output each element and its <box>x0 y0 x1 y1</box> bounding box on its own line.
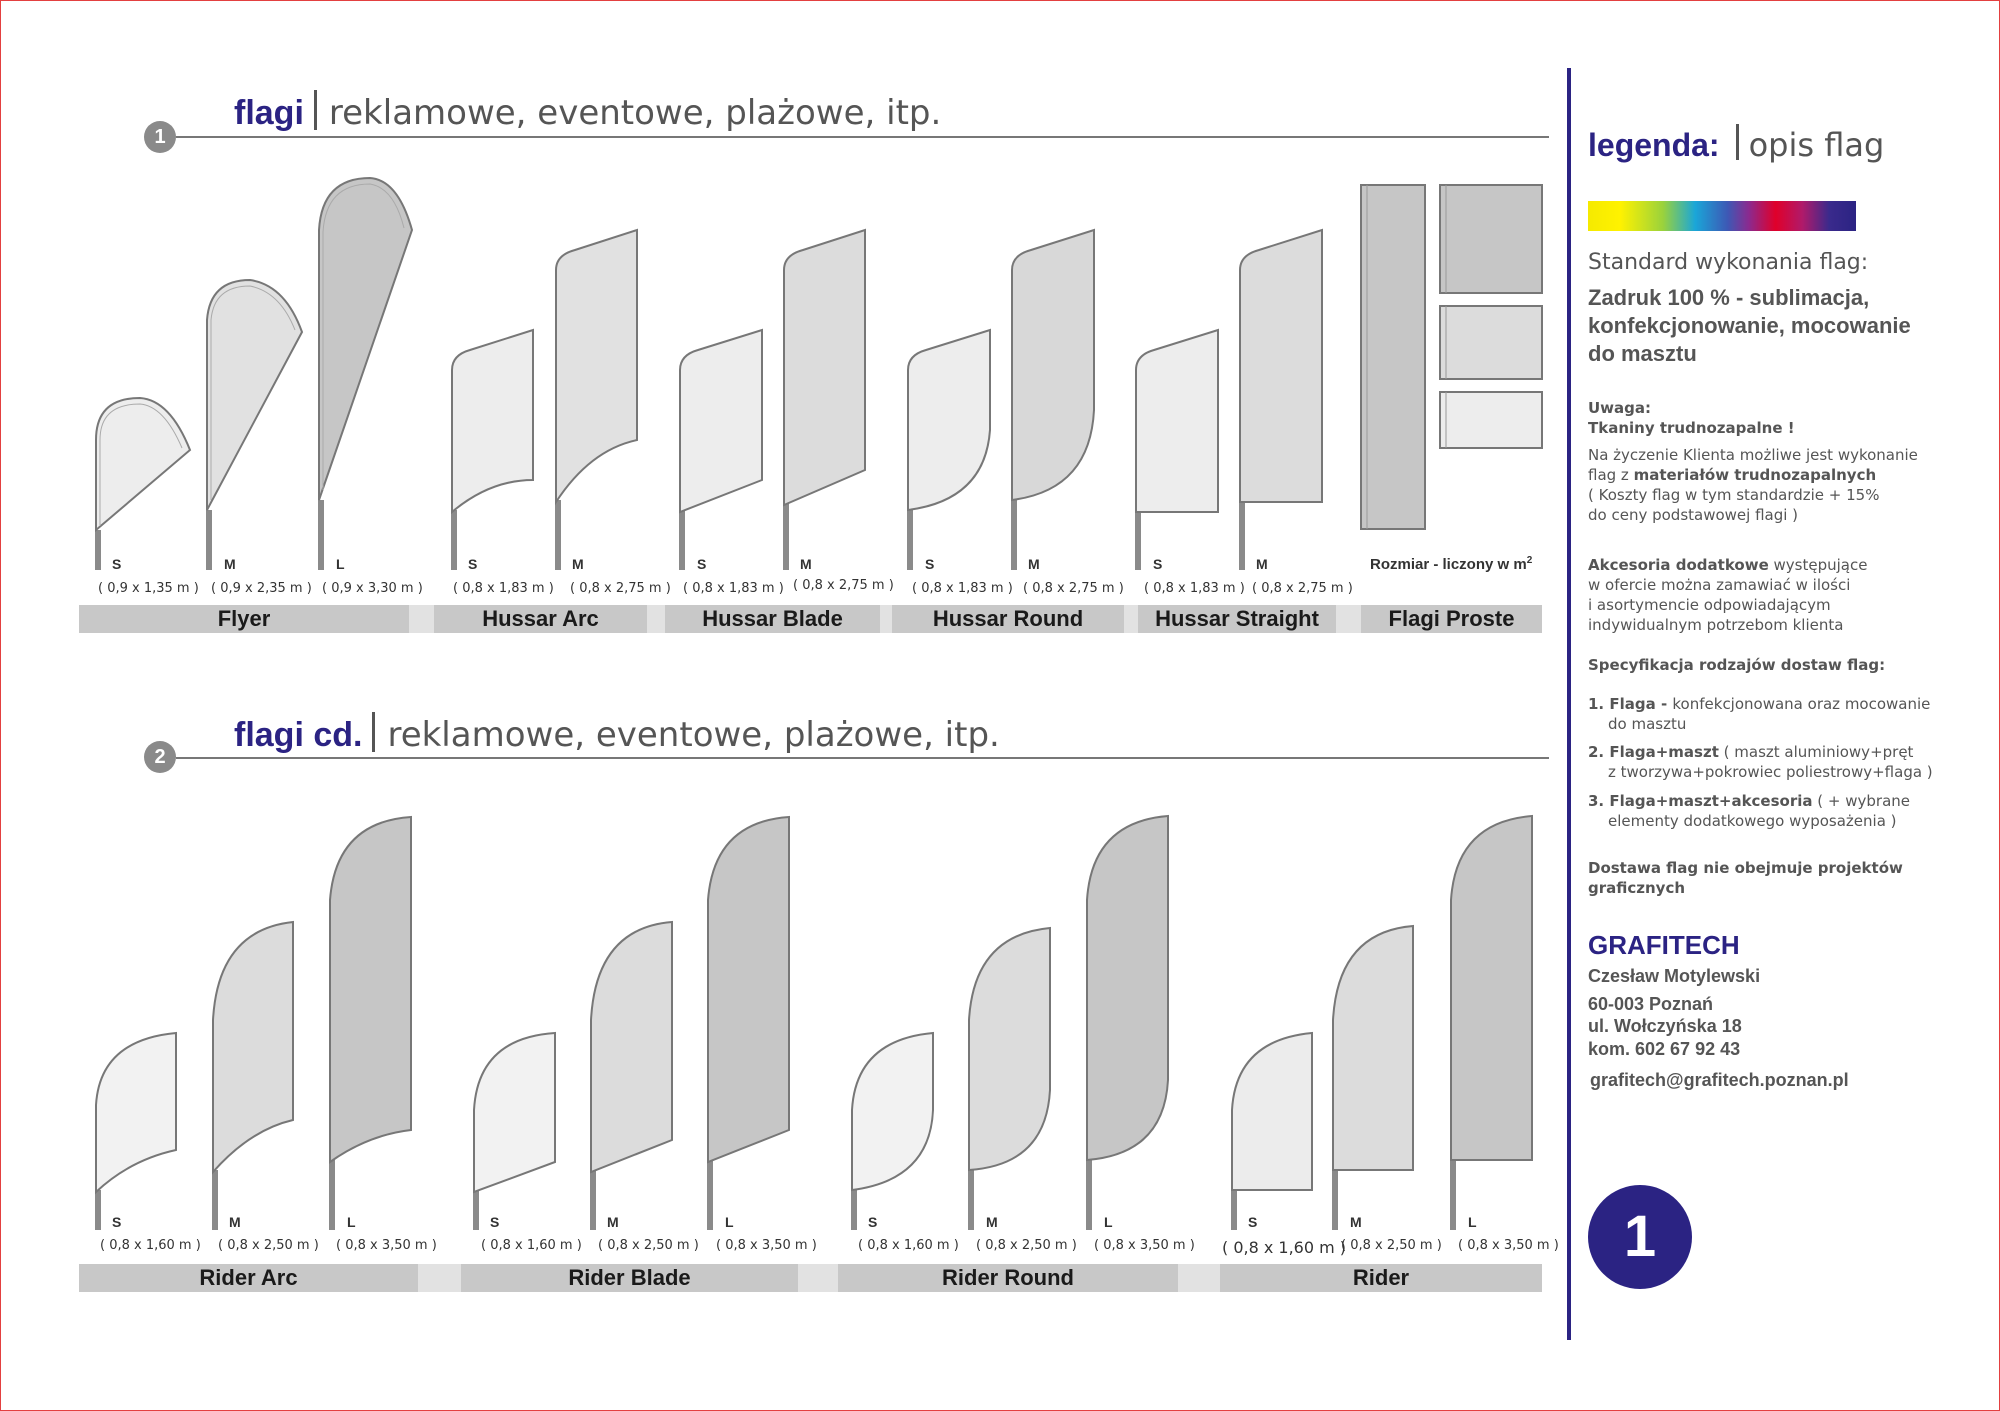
size-dimensions: ( 0,8 x 2,50 m ) <box>218 1238 319 1253</box>
delivery-spec-rest: ( + wybrane <box>1812 792 1911 810</box>
category-label-flyer: Flyer <box>79 605 409 633</box>
uwaga-line-strong: materiałów trudnozapalnych <box>1633 466 1877 484</box>
size-letter: L <box>347 1214 356 1230</box>
rider-flag-s <box>1232 1033 1312 1190</box>
size-dimensions: ( 0,8 x 2,75 m ) <box>1023 581 1124 596</box>
size-dimensions: ( 0,8 x 1,83 m ) <box>912 581 1013 596</box>
fire-resistant-note: Tkaniny trudnozapalne ! <box>1588 419 1795 437</box>
standard-label: Standard wykonania flag: <box>1588 250 1869 275</box>
legend-divider <box>1567 68 1571 1340</box>
size-letter: S <box>1153 556 1163 572</box>
size-letter: L <box>725 1214 734 1230</box>
section-number-badge: 2 <box>144 741 176 773</box>
contact-email[interactable]: grafitech@grafitech.poznan.pl <box>1590 1070 1849 1090</box>
flag-pole <box>1239 500 1245 570</box>
hussar-straight-flag-m <box>1240 230 1322 502</box>
category-label-rider: Rider <box>1220 1264 1542 1292</box>
delivery-spec-title: Specyfikacja rodzajów dostaw flag: <box>1588 656 1886 674</box>
delivery-spec-rest: ( maszt aluminiowy+pręt <box>1718 743 1914 761</box>
contact-postal: 60-003 Poznań <box>1588 994 1714 1014</box>
delivery-note-line: Dostawa flag nie obejmuje projektów <box>1588 859 1903 877</box>
size-note-text: Rozmiar - liczony w m <box>1370 556 1527 573</box>
uwaga-line <box>1588 465 1933 485</box>
delivery-note <box>1588 858 1933 898</box>
delivery-spec-cont: elementy dodatkowego wyposażenia ) <box>1608 812 1897 830</box>
straight-flag-vertical <box>1361 185 1425 529</box>
flag-pole <box>707 1160 713 1230</box>
size-letter: S <box>1248 1214 1258 1230</box>
contact-person: Czesław Motylewski <box>1588 966 1761 986</box>
accessories-line: i asortymencie odpowiadającym <box>1588 596 1831 614</box>
size-note <box>1370 555 1532 573</box>
category-separator <box>1178 1264 1220 1292</box>
delivery-spec-rest: konfekcjonowana oraz mocowanie <box>1672 695 1931 713</box>
size-dimensions: ( 0,8 x 1,83 m ) <box>683 581 784 596</box>
hussar-blade-flag-m <box>784 230 865 505</box>
straight-flag-medium <box>1440 306 1542 379</box>
category-label-rider-round: Rider Round <box>838 1264 1178 1292</box>
uwaga-line: Na życzenie Klienta możliwe jest wykonanie <box>1588 446 1918 464</box>
category-separator <box>798 1264 838 1292</box>
accessories-strong: Akcesoria dodatkowe <box>1588 556 1769 574</box>
rider-arc-flag-s <box>96 1033 176 1192</box>
size-dimensions: ( 0,8 x 2,50 m ) <box>976 1238 1077 1253</box>
size-letter: M <box>224 556 236 572</box>
flag-pole <box>206 510 212 570</box>
print-standard-line3: do masztu <box>1588 341 1697 366</box>
flag-pole <box>329 1160 335 1230</box>
rider-blade-flag-l <box>708 817 789 1162</box>
size-dimensions: ( 0,8 x 2,50 m ) <box>1341 1238 1442 1253</box>
size-dimensions: ( 0,9 x 3,30 m ) <box>322 581 423 596</box>
category-separator <box>1336 605 1361 633</box>
hussar-arc-flag-s <box>452 330 533 512</box>
accessories-rest: występujące <box>1768 556 1868 574</box>
uwaga-line: ( Koszty flag w tym standardzie + 15% <box>1588 486 1880 504</box>
delivery-spec-strong: 2. Flaga+maszt <box>1588 743 1719 761</box>
rider-arc-flag-l <box>330 817 411 1162</box>
size-letter: S <box>697 556 707 572</box>
flag-pole <box>318 500 324 570</box>
size-letter: M <box>800 556 812 572</box>
size-letter: L <box>1468 1214 1477 1230</box>
hussar-round-flag-m <box>1012 230 1094 500</box>
category-label-rider-arc: Rider Arc <box>79 1264 418 1292</box>
category-separator <box>418 1264 461 1292</box>
size-letter: S <box>868 1214 878 1230</box>
size-letter: M <box>1256 556 1268 572</box>
accessories-line: w ofercie można zamawiać w ilości <box>1588 576 1851 594</box>
uwaga-text <box>1588 445 1933 525</box>
size-note-sup: 2 <box>1526 555 1533 566</box>
page-number-badge: 1 <box>1588 1185 1692 1289</box>
legend-title-strong: legenda: <box>1588 127 1720 163</box>
size-letter: M <box>1028 556 1040 572</box>
hussar-blade-flag-s <box>680 330 762 512</box>
size-letter: L <box>1104 1214 1113 1230</box>
category-separator <box>880 605 892 633</box>
size-dimensions: ( 0,8 x 3,50 m ) <box>716 1238 817 1253</box>
hussar-round-flag-s <box>908 330 990 510</box>
section-title-strong: flagi <box>234 94 304 132</box>
flag-pole <box>95 530 101 570</box>
color-gradient-bar <box>1588 201 1856 231</box>
flag-pole <box>851 1190 857 1230</box>
section-title-rest: reklamowe, eventowe, plażowe, itp. <box>387 715 1000 755</box>
size-letter: L <box>336 556 345 572</box>
category-label-hussar-blade: Hussar Blade <box>665 605 880 633</box>
delivery-spec-item <box>1588 791 1933 831</box>
rider-flag-l <box>1451 816 1532 1160</box>
size-dimensions: ( 0,8 x 2,75 m ) <box>570 581 671 596</box>
delivery-spec-item <box>1588 694 1933 734</box>
size-letter: M <box>607 1214 619 1230</box>
category-separator <box>409 605 434 633</box>
flag-pole <box>1231 1190 1237 1230</box>
hussar-straight-flag-s <box>1136 330 1218 512</box>
size-dimensions: ( 0,8 x 3,50 m ) <box>336 1238 437 1253</box>
delivery-spec-strong: 3. Flaga+maszt+akcesoria <box>1588 792 1813 810</box>
legend-title-rest: opis flag <box>1748 126 1885 164</box>
size-dimensions: ( 0,8 x 1,60 m ) <box>858 1238 959 1253</box>
delivery-spec-strong: 1. Flaga - <box>1588 695 1673 713</box>
contact-street: ul. Wołczyńska 18 <box>1588 1016 1742 1036</box>
rider-flag-m <box>1333 926 1413 1170</box>
category-separator <box>1124 605 1138 633</box>
size-dimensions: ( 0,8 x 1,60 m ) <box>1222 1238 1347 1257</box>
flag-pole <box>212 1170 218 1230</box>
delivery-spec-item <box>1588 742 1933 782</box>
section-title-rest: reklamowe, eventowe, plażowe, itp. <box>328 93 942 133</box>
uwaga-line-pre: flag z <box>1588 466 1634 484</box>
size-letter: S <box>112 1214 122 1230</box>
print-standard-line2: konfekcjonowanie, mocowanie <box>1588 313 1911 338</box>
size-dimensions: ( 0,8 x 1,83 m ) <box>453 581 554 596</box>
size-dimensions: ( 0,8 x 1,60 m ) <box>481 1238 582 1253</box>
straight-flag-large <box>1440 185 1542 293</box>
flag-pole <box>968 1170 974 1230</box>
category-label-hussar-round: Hussar Round <box>892 605 1124 633</box>
category-label-hussar-arc: Hussar Arc <box>434 605 647 633</box>
flag-pole <box>1450 1160 1456 1230</box>
title-divider <box>1736 124 1739 160</box>
hussar-arc-flag-m <box>556 230 637 502</box>
size-letter: M <box>986 1214 998 1230</box>
category-label-rider-blade: Rider Blade <box>461 1264 798 1292</box>
print-standard-strong: Zadruk 100 % <box>1588 285 1730 310</box>
size-letter: S <box>490 1214 500 1230</box>
flag-pole <box>907 510 913 570</box>
delivery-note-line: graficznych <box>1588 879 1686 897</box>
flyer-flag-l <box>319 178 412 500</box>
category-separator <box>647 605 665 633</box>
flag-pole <box>783 500 789 570</box>
flag-pole <box>555 500 561 570</box>
section-number-badge: 1 <box>144 121 176 153</box>
size-letter: S <box>112 556 122 572</box>
flag-pole <box>1086 1160 1092 1230</box>
size-dimensions: ( 0,9 x 1,35 m ) <box>98 581 199 596</box>
uwaga-label: Uwaga: <box>1588 399 1652 417</box>
flag-pole <box>1332 1170 1338 1230</box>
company-name: GRAFITECH <box>1588 930 1740 960</box>
rider-arc-flag-m <box>213 922 293 1172</box>
contact-phone: kom. 602 67 92 43 <box>1588 1039 1741 1059</box>
delivery-spec-cont: do masztu <box>1608 715 1687 733</box>
size-dimensions: ( 0,9 x 2,35 m ) <box>211 581 312 596</box>
print-standard <box>1588 284 1933 368</box>
print-standard-rest: - sublimacja, <box>1729 285 1870 310</box>
legend-title <box>1588 124 1884 164</box>
straight-flag-small <box>1440 392 1542 448</box>
category-label-hussar-straight: Hussar Straight <box>1138 605 1336 633</box>
uwaga-line: do ceny podstawowej flagi ) <box>1588 506 1799 524</box>
flag-pole <box>451 510 457 570</box>
flag-pole <box>473 1190 479 1230</box>
flag-pole <box>1135 510 1141 570</box>
size-dimensions: ( 0,8 x 1,60 m ) <box>100 1238 201 1253</box>
size-dimensions: ( 0,8 x 2,75 m ) <box>1252 581 1353 596</box>
size-dimensions: ( 0,8 x 1,83 m ) <box>1144 581 1245 596</box>
size-letter: S <box>925 556 935 572</box>
size-dimensions: ( 0,8 x 2,50 m ) <box>598 1238 699 1253</box>
category-label-flagi-proste: Flagi Proste <box>1361 605 1542 633</box>
size-letter: S <box>468 556 478 572</box>
flyer-flag-s <box>96 398 190 530</box>
size-letter: M <box>229 1214 241 1230</box>
flag-pole <box>1011 500 1017 570</box>
size-letter: M <box>1350 1214 1362 1230</box>
rider-blade-flag-s <box>474 1033 555 1192</box>
rider-round-flag-m <box>969 928 1050 1170</box>
delivery-spec-cont: z tworzywa+pokrowiec poliestrowy+flaga ) <box>1608 763 1933 781</box>
size-dimensions: ( 0,8 x 3,50 m ) <box>1094 1238 1195 1253</box>
rider-blade-flag-m <box>591 922 672 1172</box>
accessories-line: indywidualnym potrzebom klienta <box>1588 616 1844 634</box>
rider-round-flag-s <box>852 1033 933 1190</box>
rider-round-flag-l <box>1087 816 1168 1160</box>
size-dimensions: ( 0,8 x 3,50 m ) <box>1458 1238 1559 1253</box>
section-title-strong: flagi cd. <box>234 716 363 754</box>
size-letter: M <box>572 556 584 572</box>
flag-pole <box>95 1190 101 1230</box>
accessories-text <box>1588 555 1933 635</box>
size-dimensions: ( 0,8 x 2,75 m ) <box>793 578 894 593</box>
flag-pole <box>679 510 685 570</box>
flag-pole <box>590 1170 596 1230</box>
